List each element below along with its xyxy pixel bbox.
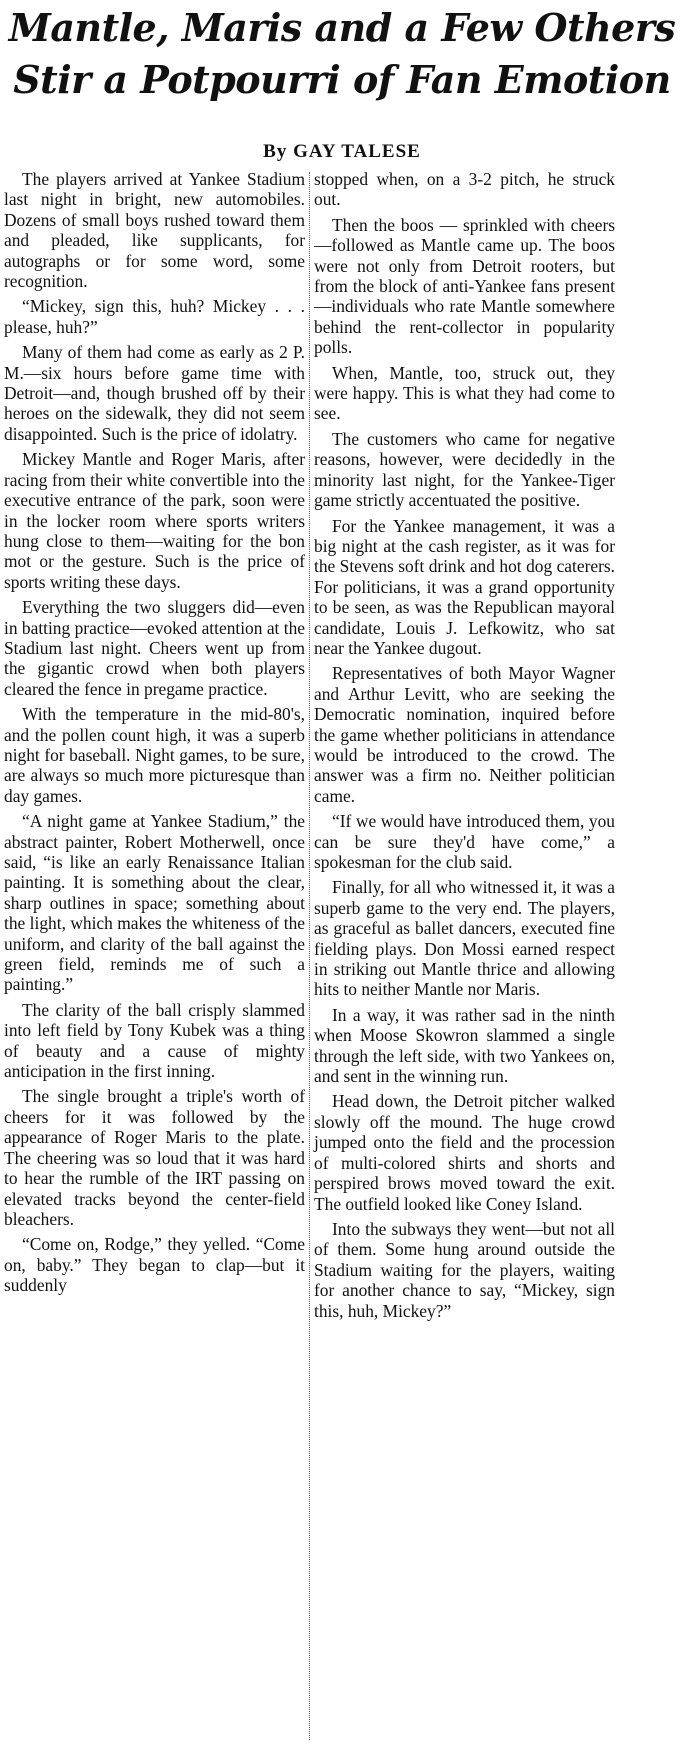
paragraph: For the Yankee management, it was a big night at the cash register, as it was for the Stevens soft drink and hot dog caterers. For politicians, it was a grand opportunity to be seen, as was the Republican mayoral candidate, Louis J. Lefkowitz, who sat near the Yankee dugout. — [314, 515, 615, 658]
paragraph: “Come on, Rodge,” they yelled. “Come on, baby.” They began to clap—but it suddenly — [4, 1234, 305, 1296]
paragraph: The customers who came for negative reasons, however, were decidedly in the minority last night, for the Yankee-Tiger game strictly accentuated the positive. — [314, 428, 615, 511]
headline-line-2: Stir a Potpourri of Fan Emotion — [13, 57, 671, 102]
paragraph: “If we would have introduced them, you can be sure they'd have come,” a spokesman for the club said. — [314, 811, 615, 872]
paragraph: In a way, it was rather sad in the ninth when Moose Skowron slammed a single through the left side, with two Yankees on, and sent in the winning run. — [314, 1004, 615, 1087]
paragraph: “Mickey, sign this, huh? Mickey . . . please, huh?” — [4, 296, 305, 337]
paragraph: Many of them had come as early as 2 P. M.—six hours before game time with Detroit—and, though brushed off by their heroes on the sidewalk, they did not seem disappointed. Such is the price of idolatry. — [4, 342, 305, 444]
paragraph: Head down, the Detroit pitcher walked slowly off the mound. The huge crowd jumped onto the field and the procession of multi-colored shirts and shorts and perspired brows moved toward the exit. The outfield looked like Coney Island. — [314, 1091, 615, 1214]
paragraph: With the temperature in the mid-80's, and the pollen count high, it was a superb night for baseball. Night games, to be sure, are always so much more picturesque than day games. — [4, 704, 305, 806]
paragraph: When, Mantle, too, struck out, they were happy. This is what they had come to see. — [314, 362, 615, 424]
right-column — [314, 169, 615, 1326]
paragraph: Mickey Mantle and Roger Maris, after racing from their white convertible into the executive entrance of the park, soon were in the locker room where sports writers hung close to them—waiting for the bon mot or the gesture. Such is the price of sports writing these days. — [4, 449, 305, 592]
paragraph: The players arrived at Yankee Stadium last night in bright, new automobiles. Dozens of small boys rushed toward them and pleaded, like supplicants, for autographs or for some word, some recognition. — [4, 169, 305, 292]
paragraph: Everything the two sluggers did—even in batting practice—evoked attention at the Stadium last night. Cheers went up from the gigantic crowd when both players cleared the fence in pregame practice. — [4, 597, 305, 699]
paragraph: Representatives of both Mayor Wagner and Arthur Levitt, who are seeking the Democratic nomination, inquired before the game whether politicians in attendance would be introduced to the crowd. The answer was a firm no. Neither politician came. — [314, 663, 615, 806]
paragraph: The clarity of the ball crisply slammed into left field by Tony Kubek was a thing of beauty and a cause of mighty anticipation in the first inning. — [4, 999, 305, 1082]
column-divider — [309, 172, 310, 1740]
byline: By GAY TALESE — [263, 141, 421, 162]
paragraph: The single brought a triple's worth of cheers for it was followed by the appearance of Roger Maris to the plate. The cheering was so loud that it was hard to hear the rumble of the IRT passing on elevated tracks beyond the center-field bleachers. — [4, 1086, 305, 1229]
headline-line-1: Mantle, Maris and a Few Others — [8, 5, 676, 50]
left-column — [4, 169, 305, 1301]
paragraph: Then the boos — sprinkled with cheers—followed as Mantle came up. The boos were not only from Detroit rooters, but from the block of anti-Yankee fans present—individuals who rate Mantle somewhere behind the rent-collector in popularity polls. — [314, 214, 615, 358]
paragraph: Finally, for all who witnessed it, it was a superb game to the very end. The players, as graceful as ballet dancers, executed fine fielding plays. Don Mossi earned respect in striking out Mantle thrice and allowing hits to neither Mantle nor Maris. — [314, 877, 615, 1000]
paragraph: “A night game at Yankee Stadium,” the abstract painter, Robert Motherwell, once said, “is like an early Renaissance Italian painting. It is something about the clear, sharp outlines in space; something about the light, which makes the whiteness of the uniform, and clarity of the ball against the green field, reminds me of such a painting.” — [4, 811, 305, 995]
paragraph: stopped when, on a 3-2 pitch, he struck out. — [314, 169, 615, 210]
paragraph: Into the subways they went—but not all of them. Some hung around outside the Stadium waiting for the players, waiting for another chance to say, “Mickey, sign this, huh, Mickey?” — [314, 1218, 615, 1321]
